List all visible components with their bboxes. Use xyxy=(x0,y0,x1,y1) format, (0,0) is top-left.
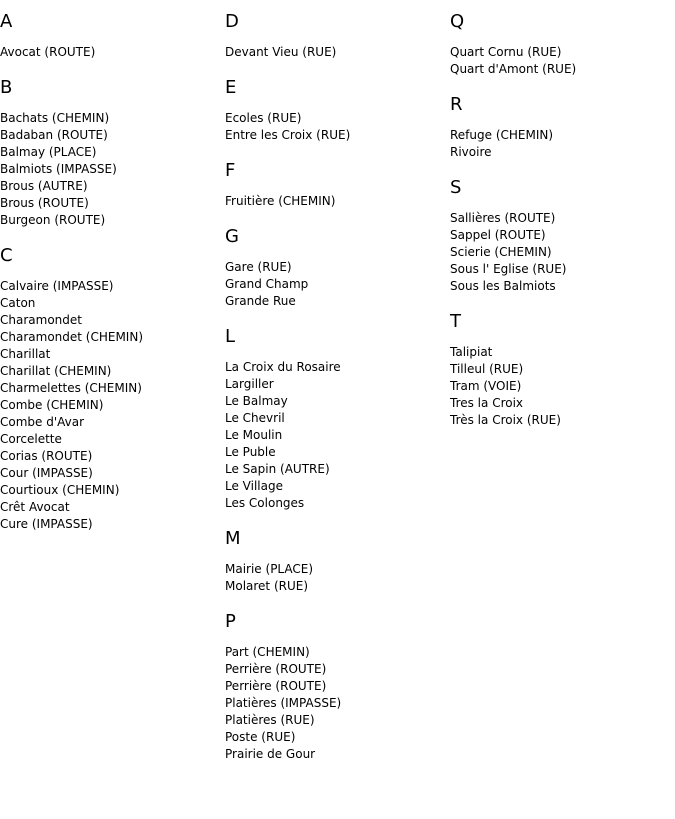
street-list xyxy=(450,44,672,78)
letter-section xyxy=(225,608,447,763)
street-item[interactable]: Scierie (CHEMIN) xyxy=(450,245,552,259)
street-item[interactable]: Tilleul (RUE) xyxy=(450,362,524,376)
street-item[interactable]: Burgeon (ROUTE) xyxy=(0,213,106,227)
street-item[interactable]: Tres la Croix xyxy=(450,396,524,410)
street-item[interactable]: Quart d'Amont (RUE) xyxy=(450,62,577,76)
street-list xyxy=(225,359,447,512)
street-list xyxy=(450,210,672,295)
index-column xyxy=(225,8,447,776)
street-item[interactable]: Corcelette xyxy=(0,432,62,446)
letter-heading: P xyxy=(225,611,236,632)
street-item[interactable]: Calvaire (IMPASSE) xyxy=(0,279,114,293)
letter-heading: D xyxy=(225,11,239,32)
letter-heading: R xyxy=(450,94,463,115)
letter-section xyxy=(450,174,672,295)
letter-section xyxy=(450,308,672,429)
letter-heading: T xyxy=(450,311,461,332)
street-item[interactable]: Prairie de Gour xyxy=(225,747,316,761)
street-item[interactable]: Sous les Balmiots xyxy=(450,279,556,293)
letter-heading: G xyxy=(225,226,239,247)
street-item[interactable]: Le Chevril xyxy=(225,411,285,425)
street-item[interactable]: Très la Croix (RUE) xyxy=(450,413,561,427)
street-list xyxy=(225,259,447,310)
street-item[interactable]: Grande Rue xyxy=(225,294,296,308)
street-item[interactable]: Le Moulin xyxy=(225,428,283,442)
street-item[interactable]: Badaban (ROUTE) xyxy=(0,128,108,142)
letter-section xyxy=(450,91,672,161)
letter-section xyxy=(450,8,672,78)
street-item[interactable]: Avocat (ROUTE) xyxy=(0,45,96,59)
index-column xyxy=(0,8,222,546)
street-item[interactable]: Entre les Croix (RUE) xyxy=(225,128,351,142)
letter-section xyxy=(225,525,447,595)
letter-section xyxy=(225,74,447,144)
street-item[interactable]: Rivoire xyxy=(450,145,492,159)
letter-section xyxy=(225,157,447,210)
street-list xyxy=(225,44,447,61)
street-item[interactable]: Combe d'Avar xyxy=(0,415,85,429)
street-item[interactable]: Caton xyxy=(0,296,36,310)
letter-section xyxy=(0,242,222,533)
street-item[interactable]: Les Colonges xyxy=(225,496,305,510)
letter-section xyxy=(0,74,222,229)
street-item[interactable]: Quart Cornu (RUE) xyxy=(450,45,562,59)
street-list xyxy=(225,561,447,595)
letter-heading: C xyxy=(0,245,13,266)
street-item[interactable]: Sous l' Eglise (RUE) xyxy=(450,262,567,276)
street-item[interactable]: Balmiots (IMPASSE) xyxy=(0,162,117,176)
letter-heading: A xyxy=(0,11,13,32)
street-item[interactable]: Perrière (ROUTE) xyxy=(225,662,327,676)
street-item[interactable]: Sappel (ROUTE) xyxy=(450,228,546,242)
street-list xyxy=(0,278,222,533)
street-item[interactable]: Bachats (CHEMIN) xyxy=(0,111,110,125)
letter-section xyxy=(225,223,447,310)
letter-heading: M xyxy=(225,528,241,549)
street-item[interactable]: Corias (ROUTE) xyxy=(0,449,93,463)
index-column xyxy=(450,8,672,442)
street-item[interactable]: Le Sapin (AUTRE) xyxy=(225,462,330,476)
letter-section xyxy=(225,8,447,61)
street-item[interactable]: Cure (IMPASSE) xyxy=(0,517,93,531)
street-item[interactable]: Talipiat xyxy=(450,345,493,359)
street-item[interactable]: Platières (RUE) xyxy=(225,713,315,727)
street-list xyxy=(225,110,447,144)
street-item[interactable]: Le Village xyxy=(225,479,283,493)
street-item[interactable]: Platières (IMPASSE) xyxy=(225,696,342,710)
street-item[interactable]: La Croix du Rosaire xyxy=(225,360,341,374)
street-item[interactable]: Ecoles (RUE) xyxy=(225,111,302,125)
street-item[interactable]: Brous (AUTRE) xyxy=(0,179,88,193)
street-item[interactable]: Largiller xyxy=(225,377,274,391)
street-item[interactable]: Poste (RUE) xyxy=(225,730,296,744)
street-item[interactable]: Sallières (ROUTE) xyxy=(450,211,556,225)
street-item[interactable]: Refuge (CHEMIN) xyxy=(450,128,554,142)
street-item[interactable]: Courtioux (CHEMIN) xyxy=(0,483,120,497)
street-list xyxy=(0,110,222,229)
letter-heading: S xyxy=(450,177,462,198)
letter-heading: L xyxy=(225,326,236,347)
street-list xyxy=(0,44,222,61)
street-item[interactable]: Molaret (RUE) xyxy=(225,579,309,593)
street-list xyxy=(450,127,672,161)
street-item[interactable]: Le Puble xyxy=(225,445,276,459)
street-item[interactable]: Charamondet xyxy=(0,313,82,327)
letter-heading: B xyxy=(0,77,13,98)
street-item[interactable]: Mairie (PLACE) xyxy=(225,562,314,576)
letter-heading: Q xyxy=(450,11,465,32)
street-item[interactable]: Charmelettes (CHEMIN) xyxy=(0,381,142,395)
letter-section xyxy=(225,323,447,512)
street-list xyxy=(225,193,447,210)
street-item[interactable]: Charillat xyxy=(0,347,51,361)
street-item[interactable]: Charamondet (CHEMIN) xyxy=(0,330,143,344)
street-item[interactable]: Gare (RUE) xyxy=(225,260,292,274)
street-item[interactable]: Cour (IMPASSE) xyxy=(0,466,93,480)
street-item[interactable]: Charillat (CHEMIN) xyxy=(0,364,112,378)
street-item[interactable]: Brous (ROUTE) xyxy=(0,196,89,210)
letter-heading: F xyxy=(225,160,236,181)
street-list xyxy=(450,344,672,429)
street-item[interactable]: Part (CHEMIN) xyxy=(225,645,310,659)
street-item[interactable]: Le Balmay xyxy=(225,394,288,408)
street-item[interactable]: Crêt Avocat xyxy=(0,500,70,514)
street-item[interactable]: Perrière (ROUTE) xyxy=(225,679,327,693)
street-item[interactable]: Grand Champ xyxy=(225,277,309,291)
street-list xyxy=(225,644,447,763)
letter-heading: E xyxy=(225,77,237,98)
street-item[interactable]: Tram (VOIE) xyxy=(450,379,522,393)
street-item[interactable]: Balmay (PLACE) xyxy=(0,145,97,159)
street-item[interactable]: Fruitière (CHEMIN) xyxy=(225,194,336,208)
street-item[interactable]: Devant Vieu (RUE) xyxy=(225,45,337,59)
street-item[interactable]: Combe (CHEMIN) xyxy=(0,398,104,412)
letter-section xyxy=(0,8,222,61)
